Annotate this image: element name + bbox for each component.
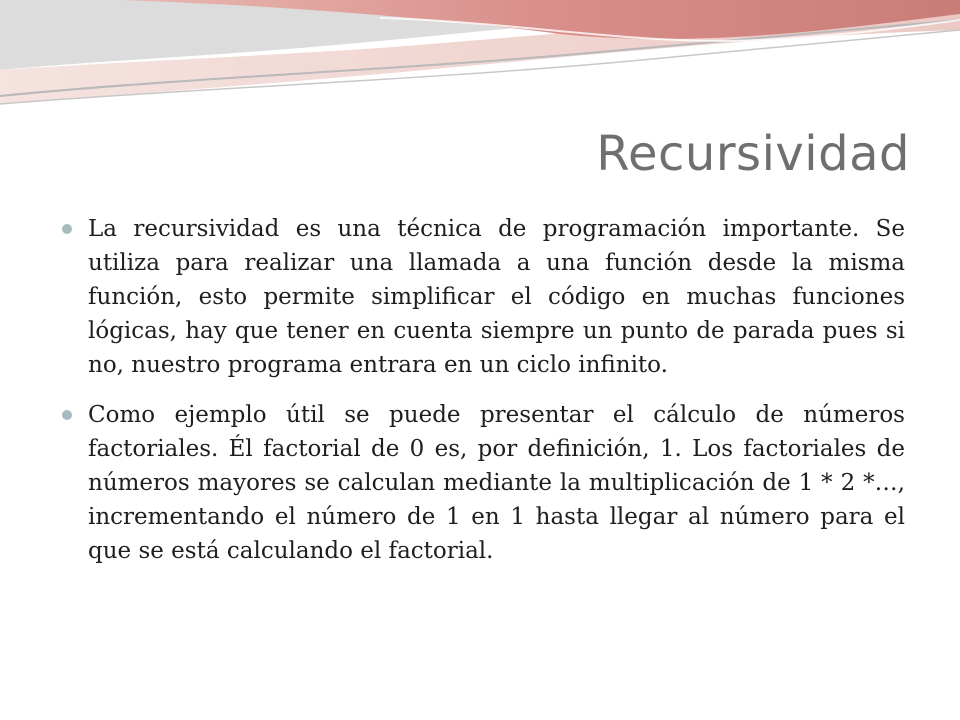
bullet-text: Como ejemplo útil se puede presentar el cálculo de números factoriales. Él factorial de 0 es, por definición, 1. Los factoriales de números mayores se calculan mediante la multiplicación de 1 * 2 *…, incrementando el número de 1 en 1 hasta llegar al número para el que se está calculando el factorial. xyxy=(88,402,905,564)
bullet-dot-icon xyxy=(62,224,72,234)
slide-title: Recursividad xyxy=(596,126,910,182)
bullet-item xyxy=(60,212,905,382)
bullet-text: La recursividad es una técnica de programación importante. Se utiliza para realizar una llamada a una función desde la misma función, esto permite simplificar el código en muchas funciones lógicas, hay que tener en cuenta siempre un punto de parada pues si no, nuestro programa entrara en un ciclo infinito. xyxy=(88,216,905,378)
bullet-item xyxy=(60,398,905,568)
header-wave-decoration xyxy=(0,0,960,120)
bullet-list xyxy=(60,212,905,584)
bullet-dot-icon xyxy=(62,410,72,420)
